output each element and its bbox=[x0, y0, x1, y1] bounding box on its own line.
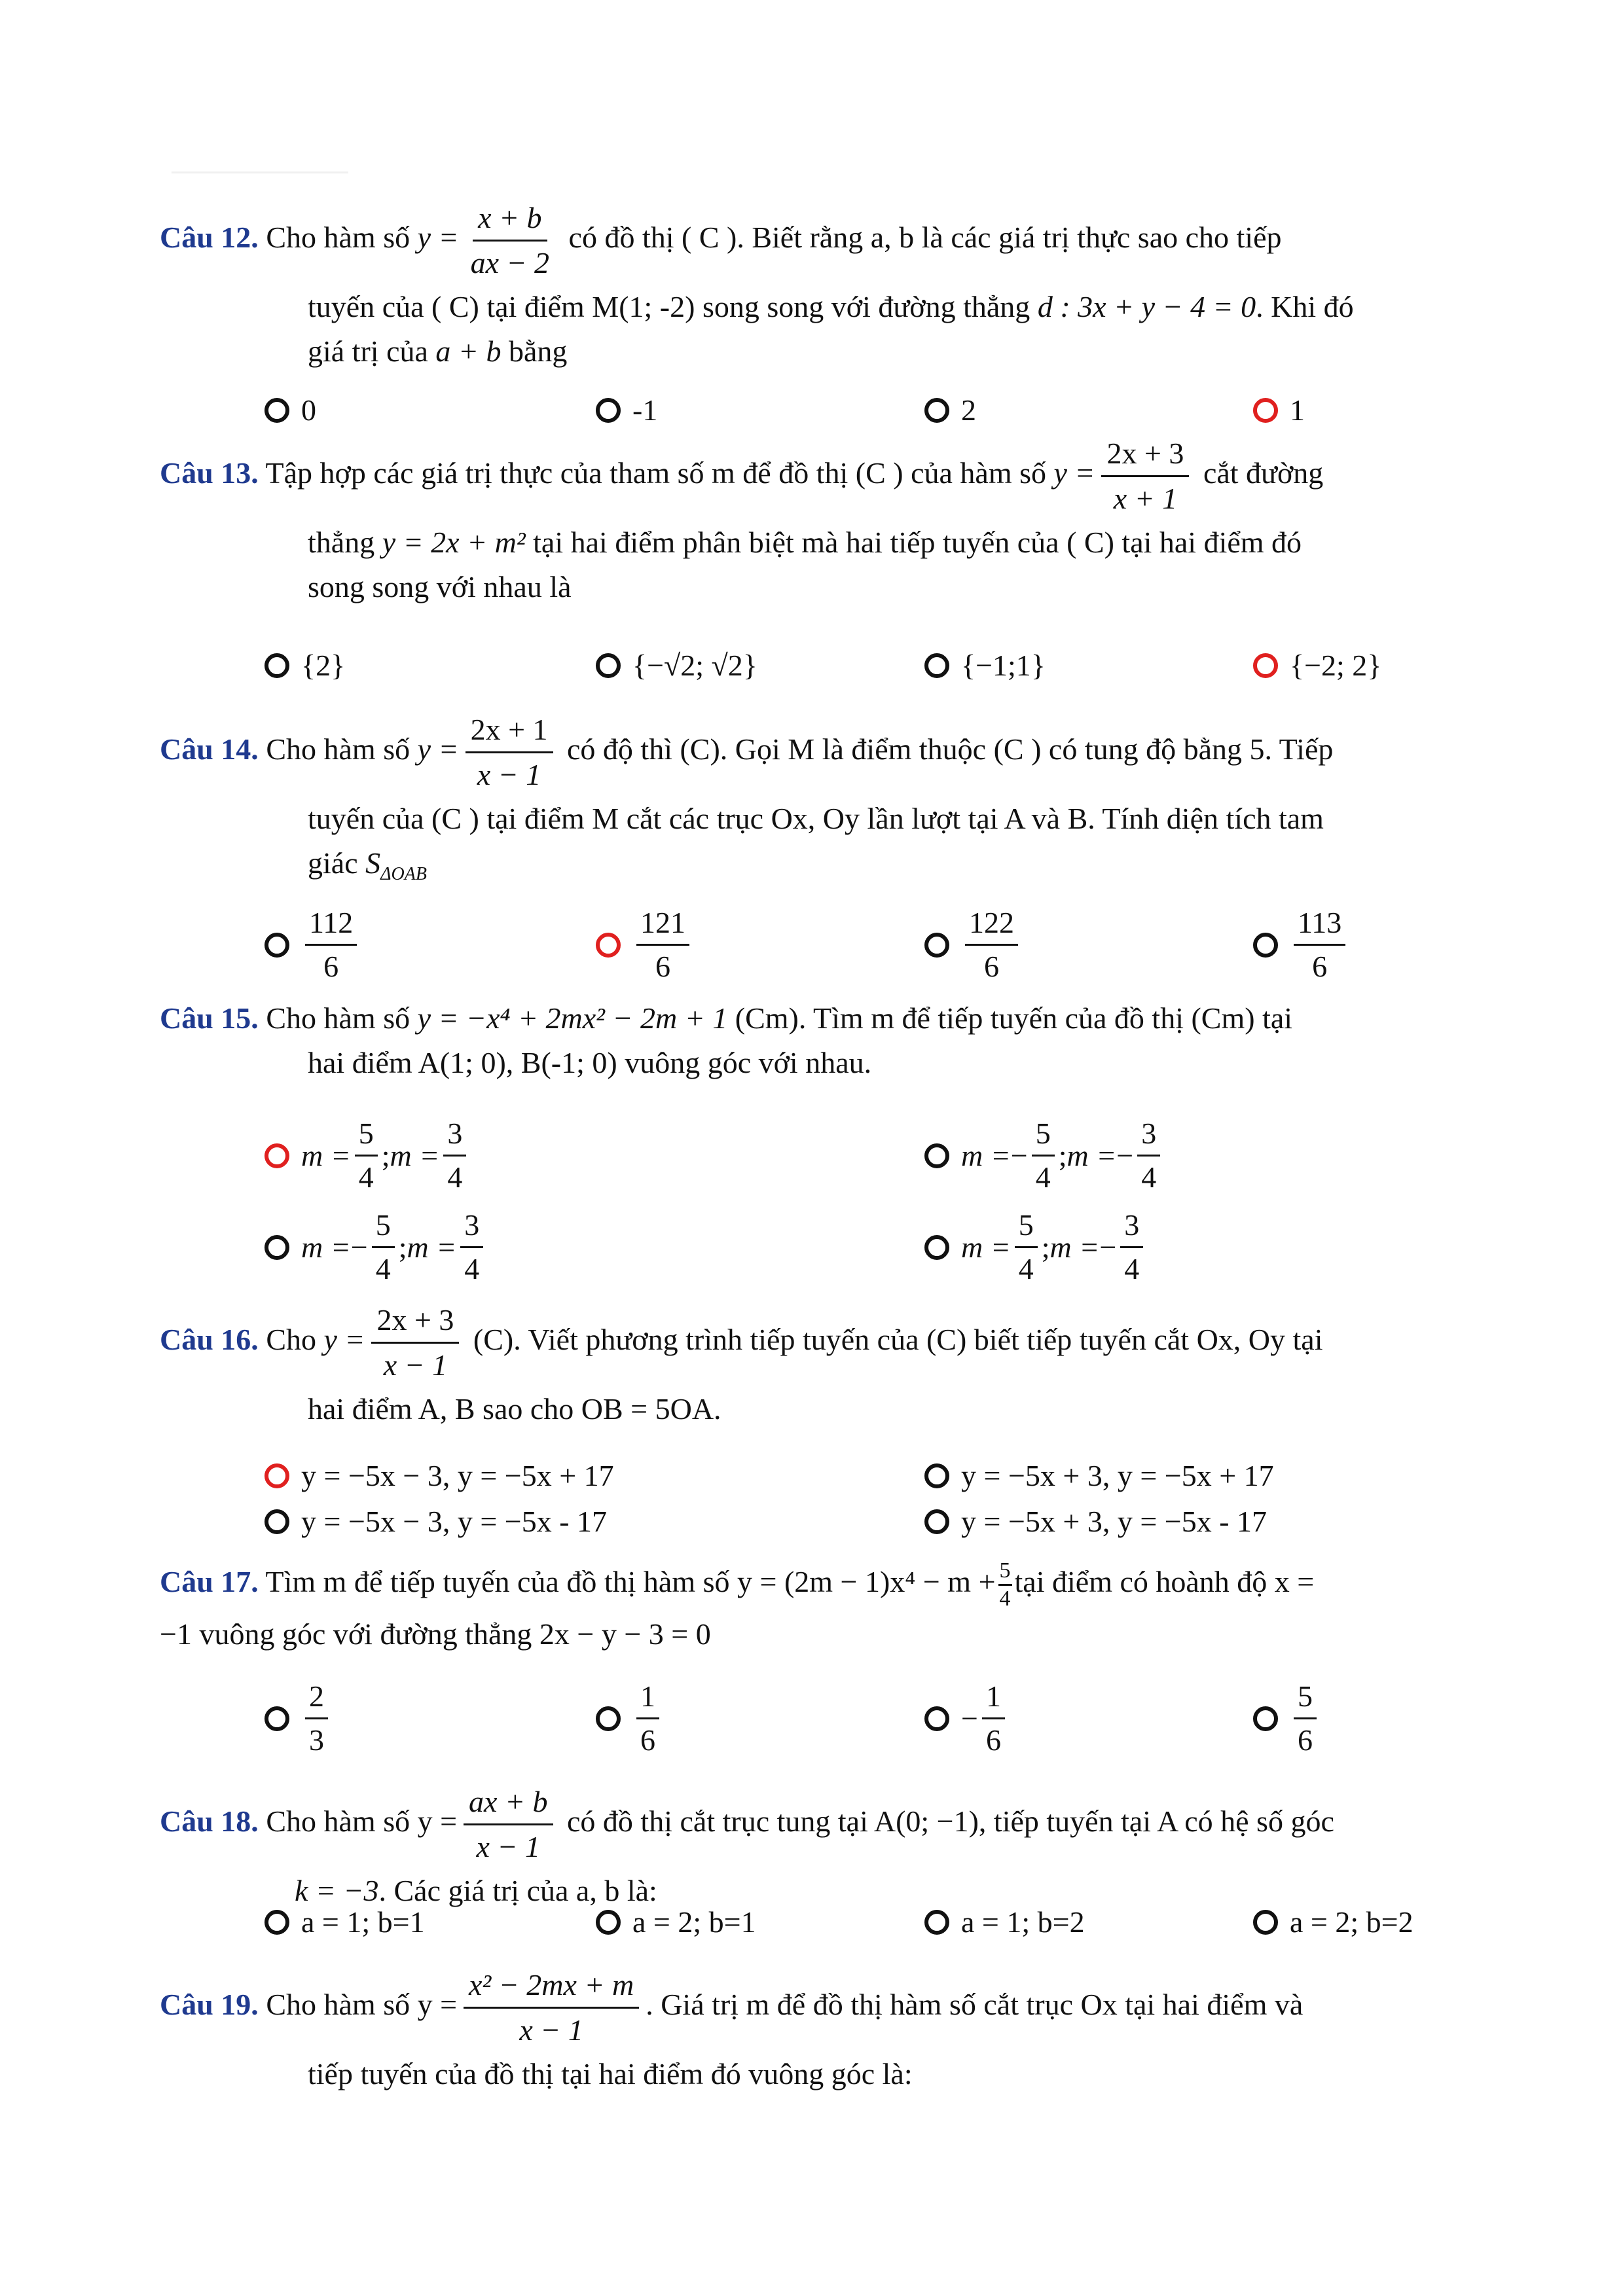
frac-den: x − 1 bbox=[477, 758, 541, 791]
option-fraction bbox=[982, 1676, 1005, 1761]
option-text: {−2; 2} bbox=[1290, 649, 1382, 682]
question-text: hai điểm A, B sao cho OB = 5OA. bbox=[308, 1392, 721, 1426]
question-18 bbox=[160, 1780, 1489, 1913]
option-fraction bbox=[1294, 1676, 1317, 1761]
fraction bbox=[465, 708, 553, 797]
frac-num: 2x + 3 bbox=[371, 1299, 459, 1344]
option-fraction bbox=[1120, 1204, 1143, 1290]
frac-num: ax + b bbox=[464, 1780, 553, 1825]
frac-num: 1 bbox=[636, 1676, 659, 1719]
option-c[interactable] bbox=[924, 648, 1046, 683]
question-label: Câu 17. bbox=[160, 1565, 259, 1599]
frac-num: 112 bbox=[305, 902, 357, 946]
frac-den: 6 bbox=[640, 1723, 655, 1757]
option-text: a = 1; b=2 bbox=[961, 1905, 1085, 1939]
option-b[interactable] bbox=[924, 1458, 1274, 1493]
option-fraction bbox=[1137, 1113, 1160, 1198]
frac-num: 121 bbox=[636, 902, 689, 946]
option-d-answer[interactable] bbox=[1253, 648, 1381, 683]
question-label: Câu 13. bbox=[160, 456, 259, 490]
question-label: Câu 16. bbox=[160, 1323, 259, 1357]
option-b[interactable] bbox=[596, 648, 757, 683]
question-text: có đồ thị ( C ). Biết rằng a, b là các giá trị thực sao cho tiếp bbox=[568, 221, 1282, 255]
option-text: {−1;1} bbox=[961, 649, 1046, 682]
radio-circle-icon[interactable] bbox=[924, 653, 949, 678]
question-text: tiếp tuyến của đồ thị tại hai điểm đó vuông góc là: bbox=[308, 2057, 913, 2090]
fraction bbox=[464, 1964, 639, 2052]
option-text: y = −5x + 3, y = −5x - 17 bbox=[961, 1505, 1267, 1538]
frac-den: 4 bbox=[464, 1252, 480, 1285]
frac-num: 1 bbox=[982, 1676, 1005, 1719]
radio-circle-icon[interactable] bbox=[264, 1910, 289, 1935]
option-text: -1 bbox=[632, 393, 658, 427]
question-17 bbox=[160, 1558, 1489, 1657]
eq-prefix: m = bbox=[961, 1230, 1011, 1264]
radio-circle-icon[interactable] bbox=[264, 933, 289, 958]
equation: S bbox=[365, 846, 381, 880]
sign: − bbox=[1116, 1139, 1134, 1172]
frac-num: 5 bbox=[1032, 1113, 1055, 1157]
option-a[interactable] bbox=[264, 393, 316, 427]
radio-circle-icon[interactable] bbox=[596, 1910, 621, 1935]
fraction bbox=[465, 196, 555, 285]
frac-num: 2 bbox=[305, 1676, 328, 1719]
option-text: a = 2; b=1 bbox=[632, 1905, 756, 1939]
fraction bbox=[1101, 432, 1189, 520]
frac-num: 3 bbox=[1120, 1204, 1143, 1248]
question-text: có đồ thị cắt trục tung tại A(0; −1), tiếp tuyến tại A có hệ số góc bbox=[567, 1804, 1334, 1839]
frac-den: 6 bbox=[985, 1723, 1001, 1757]
frac-den: x − 1 bbox=[519, 2013, 583, 2047]
option-a[interactable] bbox=[264, 1676, 332, 1761]
option-fraction bbox=[1294, 902, 1345, 988]
frac-den: 6 bbox=[1298, 1723, 1313, 1757]
question-label: Câu 14. bbox=[160, 732, 259, 766]
option-d[interactable] bbox=[1253, 902, 1349, 988]
option-c[interactable] bbox=[924, 902, 1022, 988]
radio-circle-icon[interactable] bbox=[596, 1706, 621, 1731]
eq-prefix: m = bbox=[390, 1139, 440, 1172]
option-text: y = −5x − 3, y = −5x + 17 bbox=[301, 1459, 614, 1492]
radio-circle-icon[interactable] bbox=[924, 1235, 949, 1260]
frac-den: x − 1 bbox=[383, 1348, 448, 1382]
question-text: Tập hợp các giá trị thực của tham số m để đồ thị (C ) của hàm số bbox=[265, 456, 1047, 490]
radio-circle-icon[interactable] bbox=[924, 1509, 949, 1534]
question-text: Cho hàm số y = bbox=[266, 1988, 458, 2022]
frac-den: 4 bbox=[1141, 1160, 1157, 1194]
frac-num: 2x + 1 bbox=[465, 708, 553, 753]
frac-num: 5 bbox=[998, 1558, 1012, 1586]
question-label: Câu 19. bbox=[160, 1988, 259, 2022]
option-fraction bbox=[636, 902, 689, 988]
frac-num: 2x + 3 bbox=[1101, 432, 1189, 477]
option-fraction bbox=[443, 1113, 466, 1198]
option-b-answer[interactable] bbox=[596, 902, 693, 988]
option-c[interactable] bbox=[924, 393, 976, 427]
question-12 bbox=[160, 196, 1489, 374]
radio-circle-icon[interactable] bbox=[924, 1706, 949, 1731]
option-text: {2} bbox=[301, 649, 346, 682]
sign: − bbox=[1010, 1139, 1028, 1172]
option-a-answer[interactable] bbox=[264, 1458, 614, 1493]
radio-circle-icon[interactable] bbox=[924, 1910, 949, 1935]
eq-prefix: m = bbox=[1049, 1230, 1100, 1264]
frac-den: 6 bbox=[323, 950, 339, 983]
eq-prefix: m = bbox=[301, 1230, 351, 1264]
sign: − bbox=[350, 1230, 368, 1264]
option-d[interactable] bbox=[1253, 1676, 1321, 1761]
option-fraction bbox=[305, 1676, 328, 1761]
frac-den: 4 bbox=[999, 1587, 1011, 1611]
fraction bbox=[464, 1780, 553, 1869]
option-text: 0 bbox=[301, 393, 316, 427]
option-a-answer[interactable]: m = $\frac{5}{4}$ ; m = $\frac{3}{4}$ bbox=[264, 1113, 470, 1198]
eq-prefix: y = bbox=[417, 732, 459, 766]
option-text: a = 1; b=1 bbox=[301, 1905, 425, 1939]
eq-prefix: m = bbox=[1067, 1139, 1117, 1172]
frac-num: 3 bbox=[1137, 1113, 1160, 1157]
frac-num: 5 bbox=[355, 1113, 378, 1157]
question-text: (Cm). Tìm m để tiếp tuyến của đồ thị (Cm) tại bbox=[735, 1001, 1293, 1035]
equation-subscript: ΔOAB bbox=[380, 864, 427, 885]
fraction bbox=[371, 1299, 459, 1387]
option-c[interactable] bbox=[924, 1676, 1009, 1761]
frac-num: 3 bbox=[460, 1204, 483, 1248]
question-text: . Khi đó bbox=[1256, 290, 1354, 323]
question-text: song song với nhau là bbox=[308, 570, 572, 603]
eq-prefix: y = bbox=[417, 221, 459, 255]
radio-circle-icon[interactable] bbox=[596, 653, 621, 678]
top-rule bbox=[172, 171, 348, 173]
option-fraction bbox=[965, 902, 1018, 988]
question-text: Cho hàm số bbox=[266, 1001, 410, 1035]
question-text: thẳng bbox=[308, 526, 375, 559]
frac-num: 5 bbox=[372, 1204, 395, 1248]
question-text: bằng bbox=[508, 334, 568, 368]
equation: k = −3 bbox=[295, 1874, 379, 1907]
option-text: {−√2; √2} bbox=[632, 649, 757, 682]
frac-den: 3 bbox=[309, 1723, 324, 1757]
option-a[interactable] bbox=[264, 1905, 425, 1939]
option-a[interactable] bbox=[264, 648, 345, 683]
question-16 bbox=[160, 1299, 1489, 1431]
equation: y = −x⁴ + 2mx² − 2m + 1 bbox=[417, 1001, 728, 1035]
frac-num: x + b bbox=[473, 196, 547, 242]
option-fraction bbox=[1015, 1204, 1038, 1290]
option-b[interactable] bbox=[596, 1905, 756, 1939]
option-a[interactable] bbox=[264, 902, 361, 988]
frac-num: 5 bbox=[1015, 1204, 1038, 1248]
option-text: 1 bbox=[1290, 393, 1305, 427]
question-text: hai điểm A(1; 0), B(-1; 0) vuông góc với nhau. bbox=[308, 1046, 872, 1079]
question-text: −1 vuông góc với đường thẳng 2x − y − 3 = 0 bbox=[160, 1617, 711, 1651]
radio-circle-icon[interactable] bbox=[264, 1706, 289, 1731]
equation: d : 3x + y − 4 = 0 bbox=[1037, 290, 1256, 323]
frac-num: 3 bbox=[443, 1113, 466, 1157]
question-text: (C). Viết phương trình tiếp tuyến của (C) biết tiếp tuyến cắt Ox, Oy tại bbox=[473, 1323, 1323, 1357]
frac-num: 113 bbox=[1294, 902, 1345, 946]
frac-den: 4 bbox=[358, 1160, 374, 1194]
eq-prefix: y = bbox=[323, 1323, 365, 1357]
question-text: giác bbox=[308, 846, 358, 880]
option-d[interactable] bbox=[924, 1504, 1267, 1539]
radio-circle-icon[interactable] bbox=[1253, 653, 1278, 678]
frac-den: x + 1 bbox=[1113, 482, 1178, 515]
radio-circle-icon[interactable] bbox=[264, 1235, 289, 1260]
radio-circle-icon[interactable] bbox=[264, 653, 289, 678]
radio-circle-icon[interactable] bbox=[1253, 398, 1278, 423]
option-text: y = −5x − 3, y = −5x - 17 bbox=[301, 1505, 608, 1538]
question-text: Cho hàm số y = bbox=[266, 1804, 458, 1839]
eq-prefix: m = bbox=[301, 1139, 351, 1172]
option-text: a = 2; b=2 bbox=[1290, 1905, 1413, 1939]
question-14 bbox=[160, 708, 1489, 897]
question-label: Câu 12. bbox=[160, 221, 259, 255]
question-text: cắt đường bbox=[1203, 456, 1324, 490]
frac-num: x² − 2mx + m bbox=[464, 1964, 639, 2009]
question-label: Câu 18. bbox=[160, 1804, 259, 1839]
radio-circle-icon[interactable] bbox=[264, 398, 289, 423]
option-c[interactable]: m = − $\frac{5}{4}$ ; m = $\frac{3}{4}$ bbox=[264, 1204, 487, 1290]
radio-circle-icon[interactable] bbox=[264, 1463, 289, 1488]
option-d[interactable]: m = $\frac{5}{4}$ ; m = − $\frac{3}{4}$ bbox=[924, 1204, 1147, 1290]
sign: − bbox=[1099, 1230, 1117, 1264]
radio-circle-icon[interactable] bbox=[1253, 933, 1278, 958]
option-text: y = −5x + 3, y = −5x + 17 bbox=[961, 1459, 1274, 1492]
frac-den: 4 bbox=[375, 1252, 391, 1285]
frac-den: 6 bbox=[655, 950, 670, 983]
option-fraction bbox=[460, 1204, 483, 1290]
frac-den: 4 bbox=[1124, 1252, 1140, 1285]
question-text: có độ thì (C). Gọi M là điểm thuộc (C ) có tung độ bằng 5. Tiếp bbox=[567, 732, 1334, 766]
eq-prefix: y = bbox=[1053, 456, 1095, 490]
option-b[interactable] bbox=[596, 1676, 663, 1761]
radio-circle-icon[interactable] bbox=[596, 398, 621, 423]
question-text: tuyến của (C ) tại điểm M cắt các trục Ox, Oy lần lượt tại A và B. Tính diện tích tam bbox=[308, 802, 1324, 835]
question-text: . Giá trị m để đồ thị hàm số cắt trục Ox tại hai điểm và bbox=[646, 1988, 1304, 2022]
question-19 bbox=[160, 1964, 1489, 2096]
equation: y = 2x + m² bbox=[382, 526, 526, 559]
option-text: 2 bbox=[961, 393, 976, 427]
option-c[interactable] bbox=[924, 1905, 1085, 1939]
radio-circle-icon[interactable] bbox=[264, 1143, 289, 1168]
option-b[interactable]: m = − $\frac{5}{4}$ ; m = − $\frac{3}{4}$ bbox=[924, 1113, 1164, 1198]
option-d[interactable] bbox=[1253, 1905, 1413, 1939]
equation: a + b bbox=[435, 334, 501, 368]
fraction bbox=[998, 1558, 1012, 1612]
frac-den: 4 bbox=[1035, 1160, 1051, 1194]
frac-num: 5 bbox=[1294, 1676, 1317, 1719]
radio-circle-icon[interactable] bbox=[1253, 1706, 1278, 1731]
sign: − bbox=[961, 1702, 978, 1735]
option-fraction bbox=[636, 1676, 659, 1761]
option-fraction bbox=[355, 1113, 378, 1198]
question-text: tại điểm có hoành độ x = bbox=[1014, 1565, 1315, 1599]
radio-circle-icon[interactable] bbox=[924, 1463, 949, 1488]
question-text: Cho bbox=[266, 1323, 316, 1357]
question-text: Tìm m để tiếp tuyến của đồ thị hàm số y = (2m − 1)x⁴ − m + bbox=[265, 1565, 996, 1599]
question-text: Cho hàm số bbox=[266, 732, 410, 766]
question-text: giá trị của bbox=[308, 334, 428, 368]
question-label: Câu 15. bbox=[160, 1001, 259, 1035]
frac-den: 4 bbox=[447, 1160, 463, 1194]
frac-den: ax − 2 bbox=[470, 246, 550, 279]
option-fraction bbox=[1032, 1113, 1055, 1198]
eq-prefix: m = bbox=[961, 1139, 1011, 1172]
radio-circle-icon[interactable] bbox=[924, 398, 949, 423]
radio-circle-icon[interactable] bbox=[264, 1509, 289, 1534]
frac-num: 122 bbox=[965, 902, 1018, 946]
question-text: tuyến của ( C) tại điểm M(1; -2) song song với đường thẳng bbox=[308, 290, 1030, 323]
question-text: tại hai điểm phân biệt mà hai tiếp tuyến của ( C) tại hai điểm đó bbox=[533, 526, 1302, 559]
frac-den: 6 bbox=[984, 950, 999, 983]
radio-circle-icon[interactable] bbox=[596, 933, 621, 958]
question-text: Cho hàm số bbox=[266, 221, 410, 255]
frac-den: 6 bbox=[1312, 950, 1328, 983]
frac-den: x − 1 bbox=[476, 1830, 541, 1863]
option-b[interactable] bbox=[596, 393, 657, 427]
question-text: . Các giá trị của a, b là: bbox=[378, 1874, 657, 1907]
question-15 bbox=[160, 996, 1489, 1085]
radio-circle-icon[interactable] bbox=[1253, 1910, 1278, 1935]
frac-den: 4 bbox=[1018, 1252, 1034, 1285]
eq-prefix: m = bbox=[407, 1230, 457, 1264]
radio-circle-icon[interactable] bbox=[924, 933, 949, 958]
option-fraction bbox=[305, 902, 357, 988]
radio-circle-icon[interactable] bbox=[924, 1143, 949, 1168]
option-c[interactable] bbox=[264, 1504, 607, 1539]
option-d-answer[interactable] bbox=[1253, 393, 1305, 427]
question-13 bbox=[160, 432, 1489, 609]
option-fraction bbox=[372, 1204, 395, 1290]
